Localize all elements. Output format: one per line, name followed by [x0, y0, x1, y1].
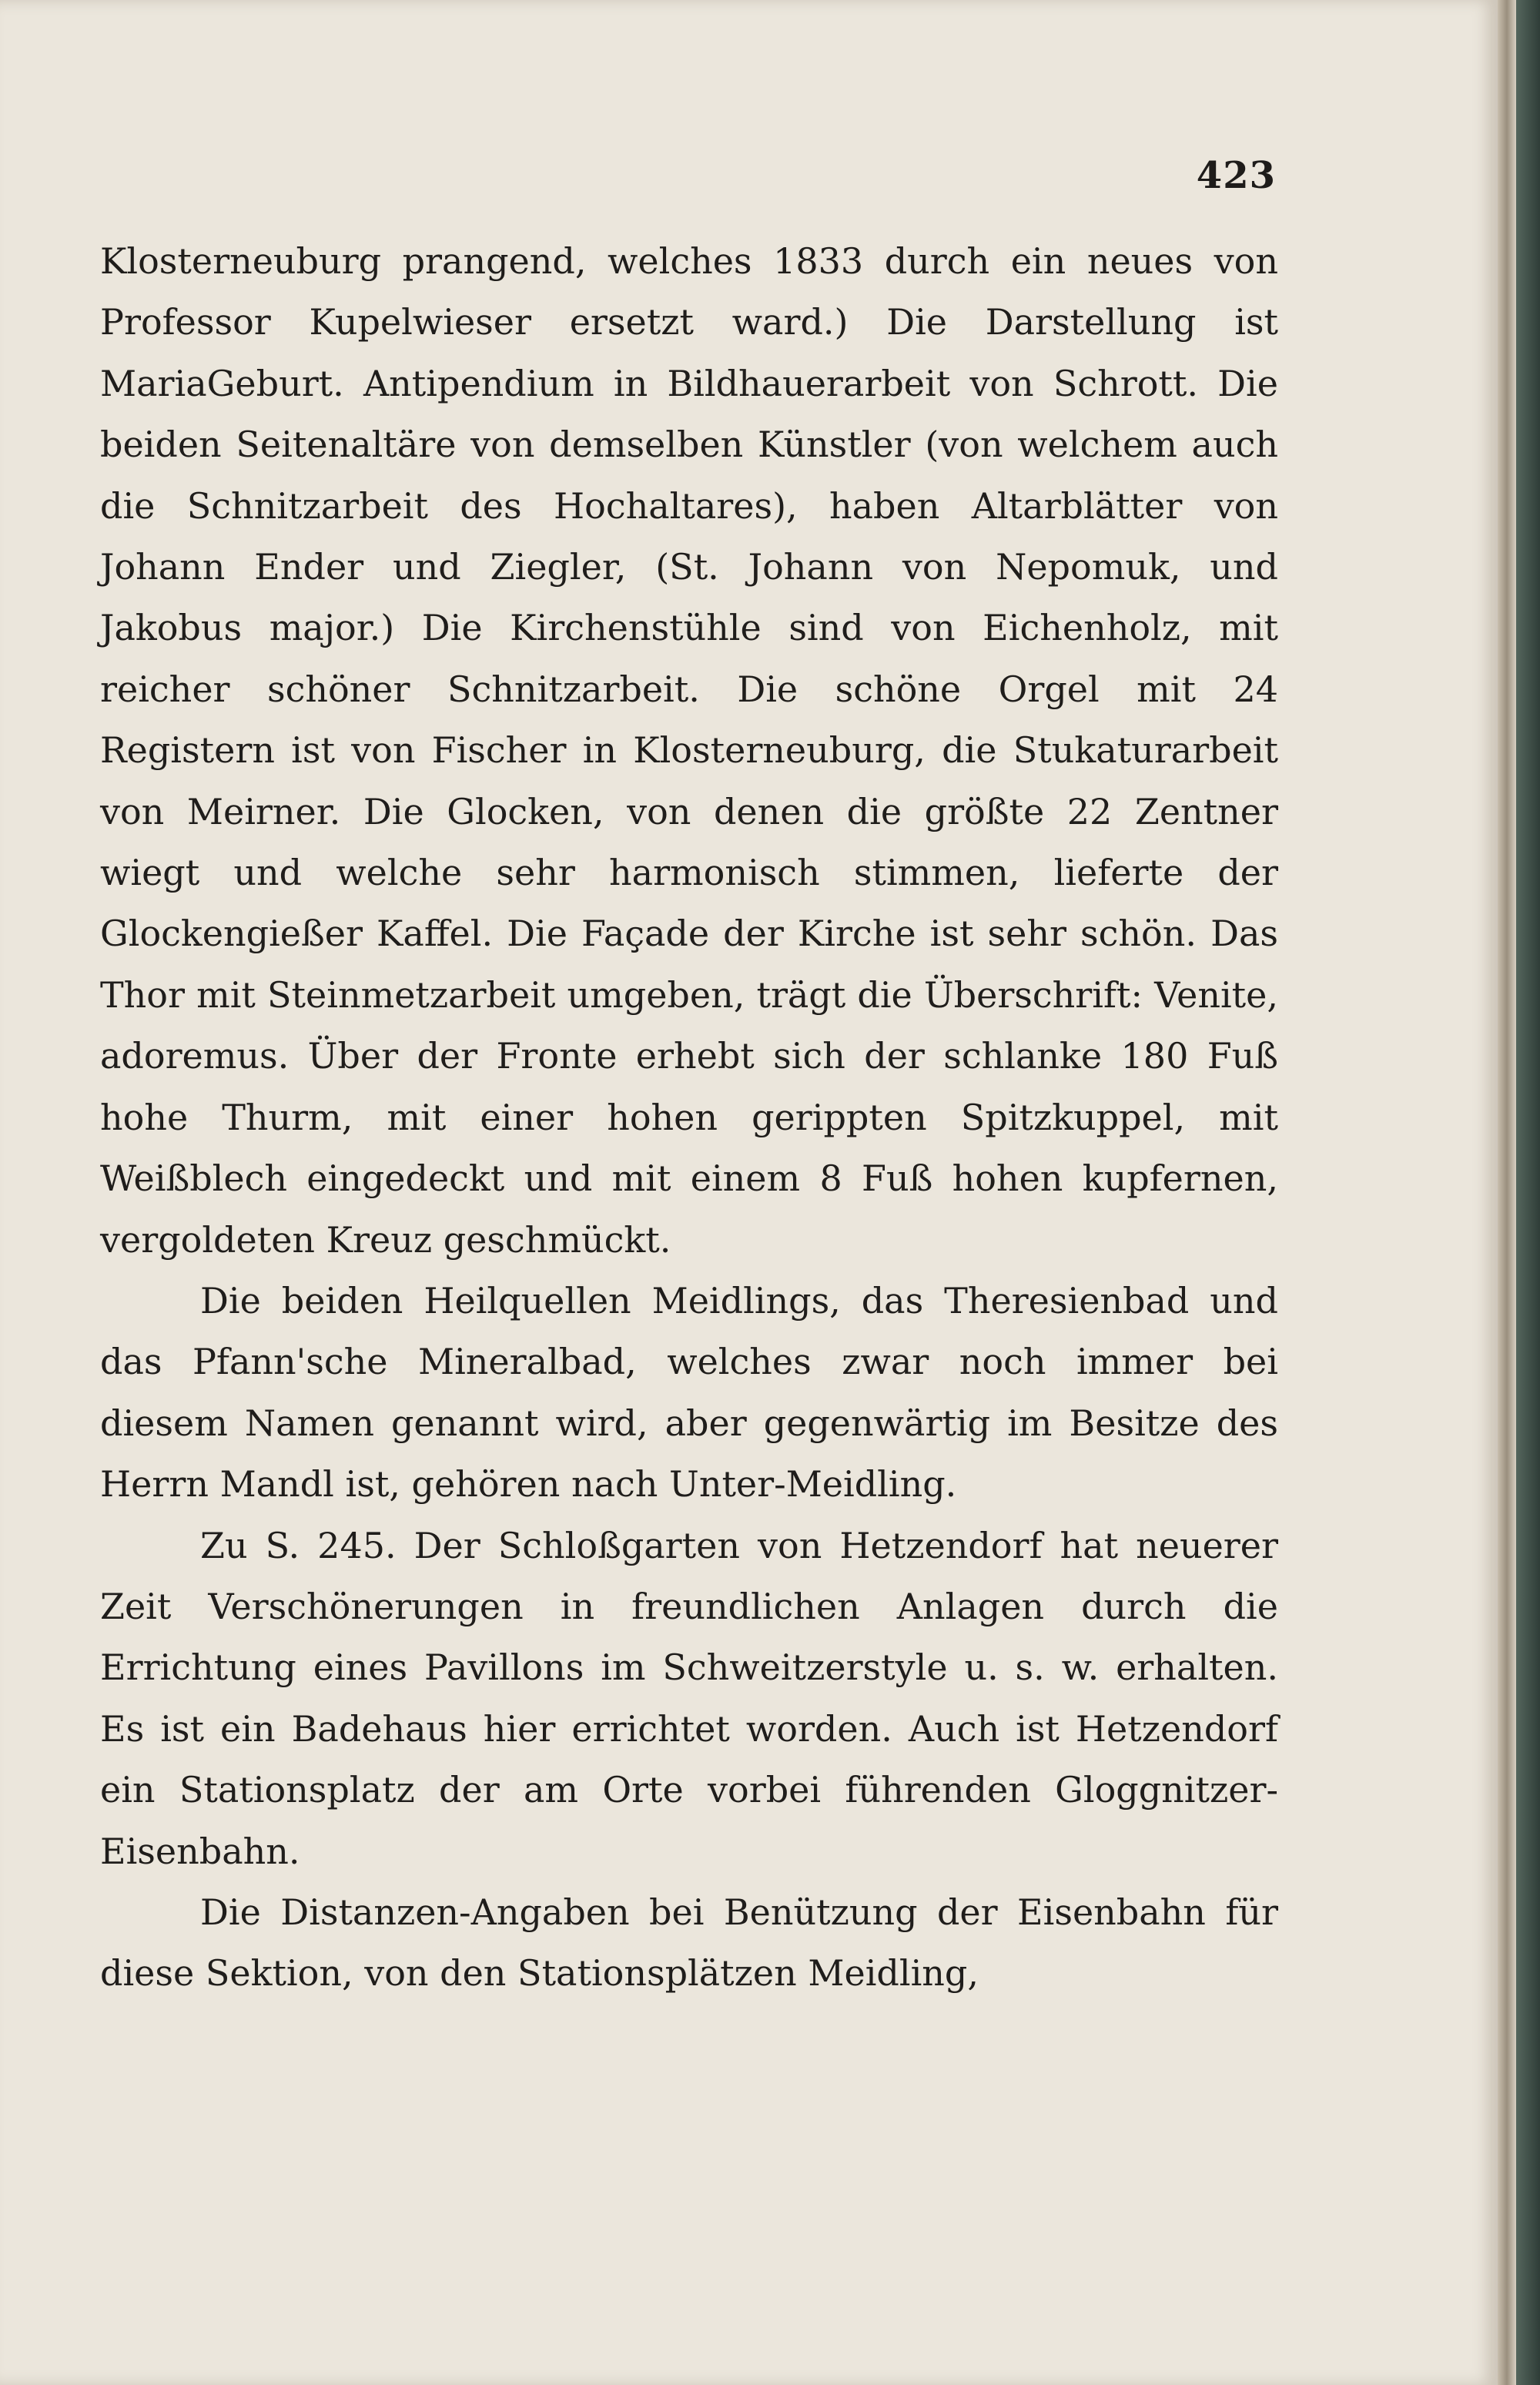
- paragraph-1: Klosterneuburg prangend, welches 1833 durch ein neues von Professor Kupelwieser ersetzt ward.) Die Darstellung ist MariaGeburt. Antipendium in Bildhauerarbeit von Schrott. Die beiden Seitenaltäre von demselben Künstler (von welchem auch die Schnitzarbeit des Hochaltares), haben Altarblätter von Johann Ender und Ziegler, (St. Johann von Nepomuk, und Jakobus major.) Die Kirchenstühle sind von Eichenholz, mit reicher schöner Schnitzarbeit. Die schöne Orgel mit 24 Registern ist von Fischer in Klosterneuburg, die Stukaturarbeit von Meirner. Die Glocken, von denen die größte 22 Zentner wiegt und welche sehr harmonisch stimmen, lieferte der Glockengießer Kaffel. Die Façade der Kirche ist sehr schön. Das Thor mit Steinmetzarbeit umgeben, trägt die Überschrift: Venite, adoremus. Über der Fronte erhebt sich der schlanke 180 Fuß hohe Thurm, mit einer hohen gerippten Spitzkuppel, mit Weißblech eingedeckt und mit einem 8 Fuß hohen kupfernen, vergoldeten Kreuz geschmückt.: [100, 240, 1278, 1261]
- paragraph-2: Die beiden Heilquellen Meidlings, das Theresienbad und das Pfann'sche Mineralbad, welches zwar noch immer bei diesem Namen genannt wird, aber gegenwärtig im Besitze des Herrn Mandl ist, gehören nach Unter-Meidling.: [100, 1279, 1278, 1506]
- paragraph-4: Die Distanzen-Angaben bei Benützung der Eisenbahn für diese Sektion, von den Stationsplätzen Meidling,: [100, 1891, 1278, 1995]
- paragraph-3: Zu S. 245. Der Schloßgarten von Hetzendorf hat neuerer Zeit Verschönerungen in freundlichen Anlagen durch die Errichtung eines Pavillons im Schweitzerstyle u. s. w. erhalten. Es ist ein Badehaus hier errichtet worden. Auch ist Hetzendorf ein Stationsplatz der am Orte vorbei führenden Gloggnitzer-Eisenbahn.: [100, 1524, 1278, 1872]
- page-number: 423: [1196, 154, 1276, 197]
- book-cover-edge: [1516, 0, 1540, 2385]
- body-text: [100, 231, 1278, 2005]
- page-stack-edge: [1498, 0, 1516, 2385]
